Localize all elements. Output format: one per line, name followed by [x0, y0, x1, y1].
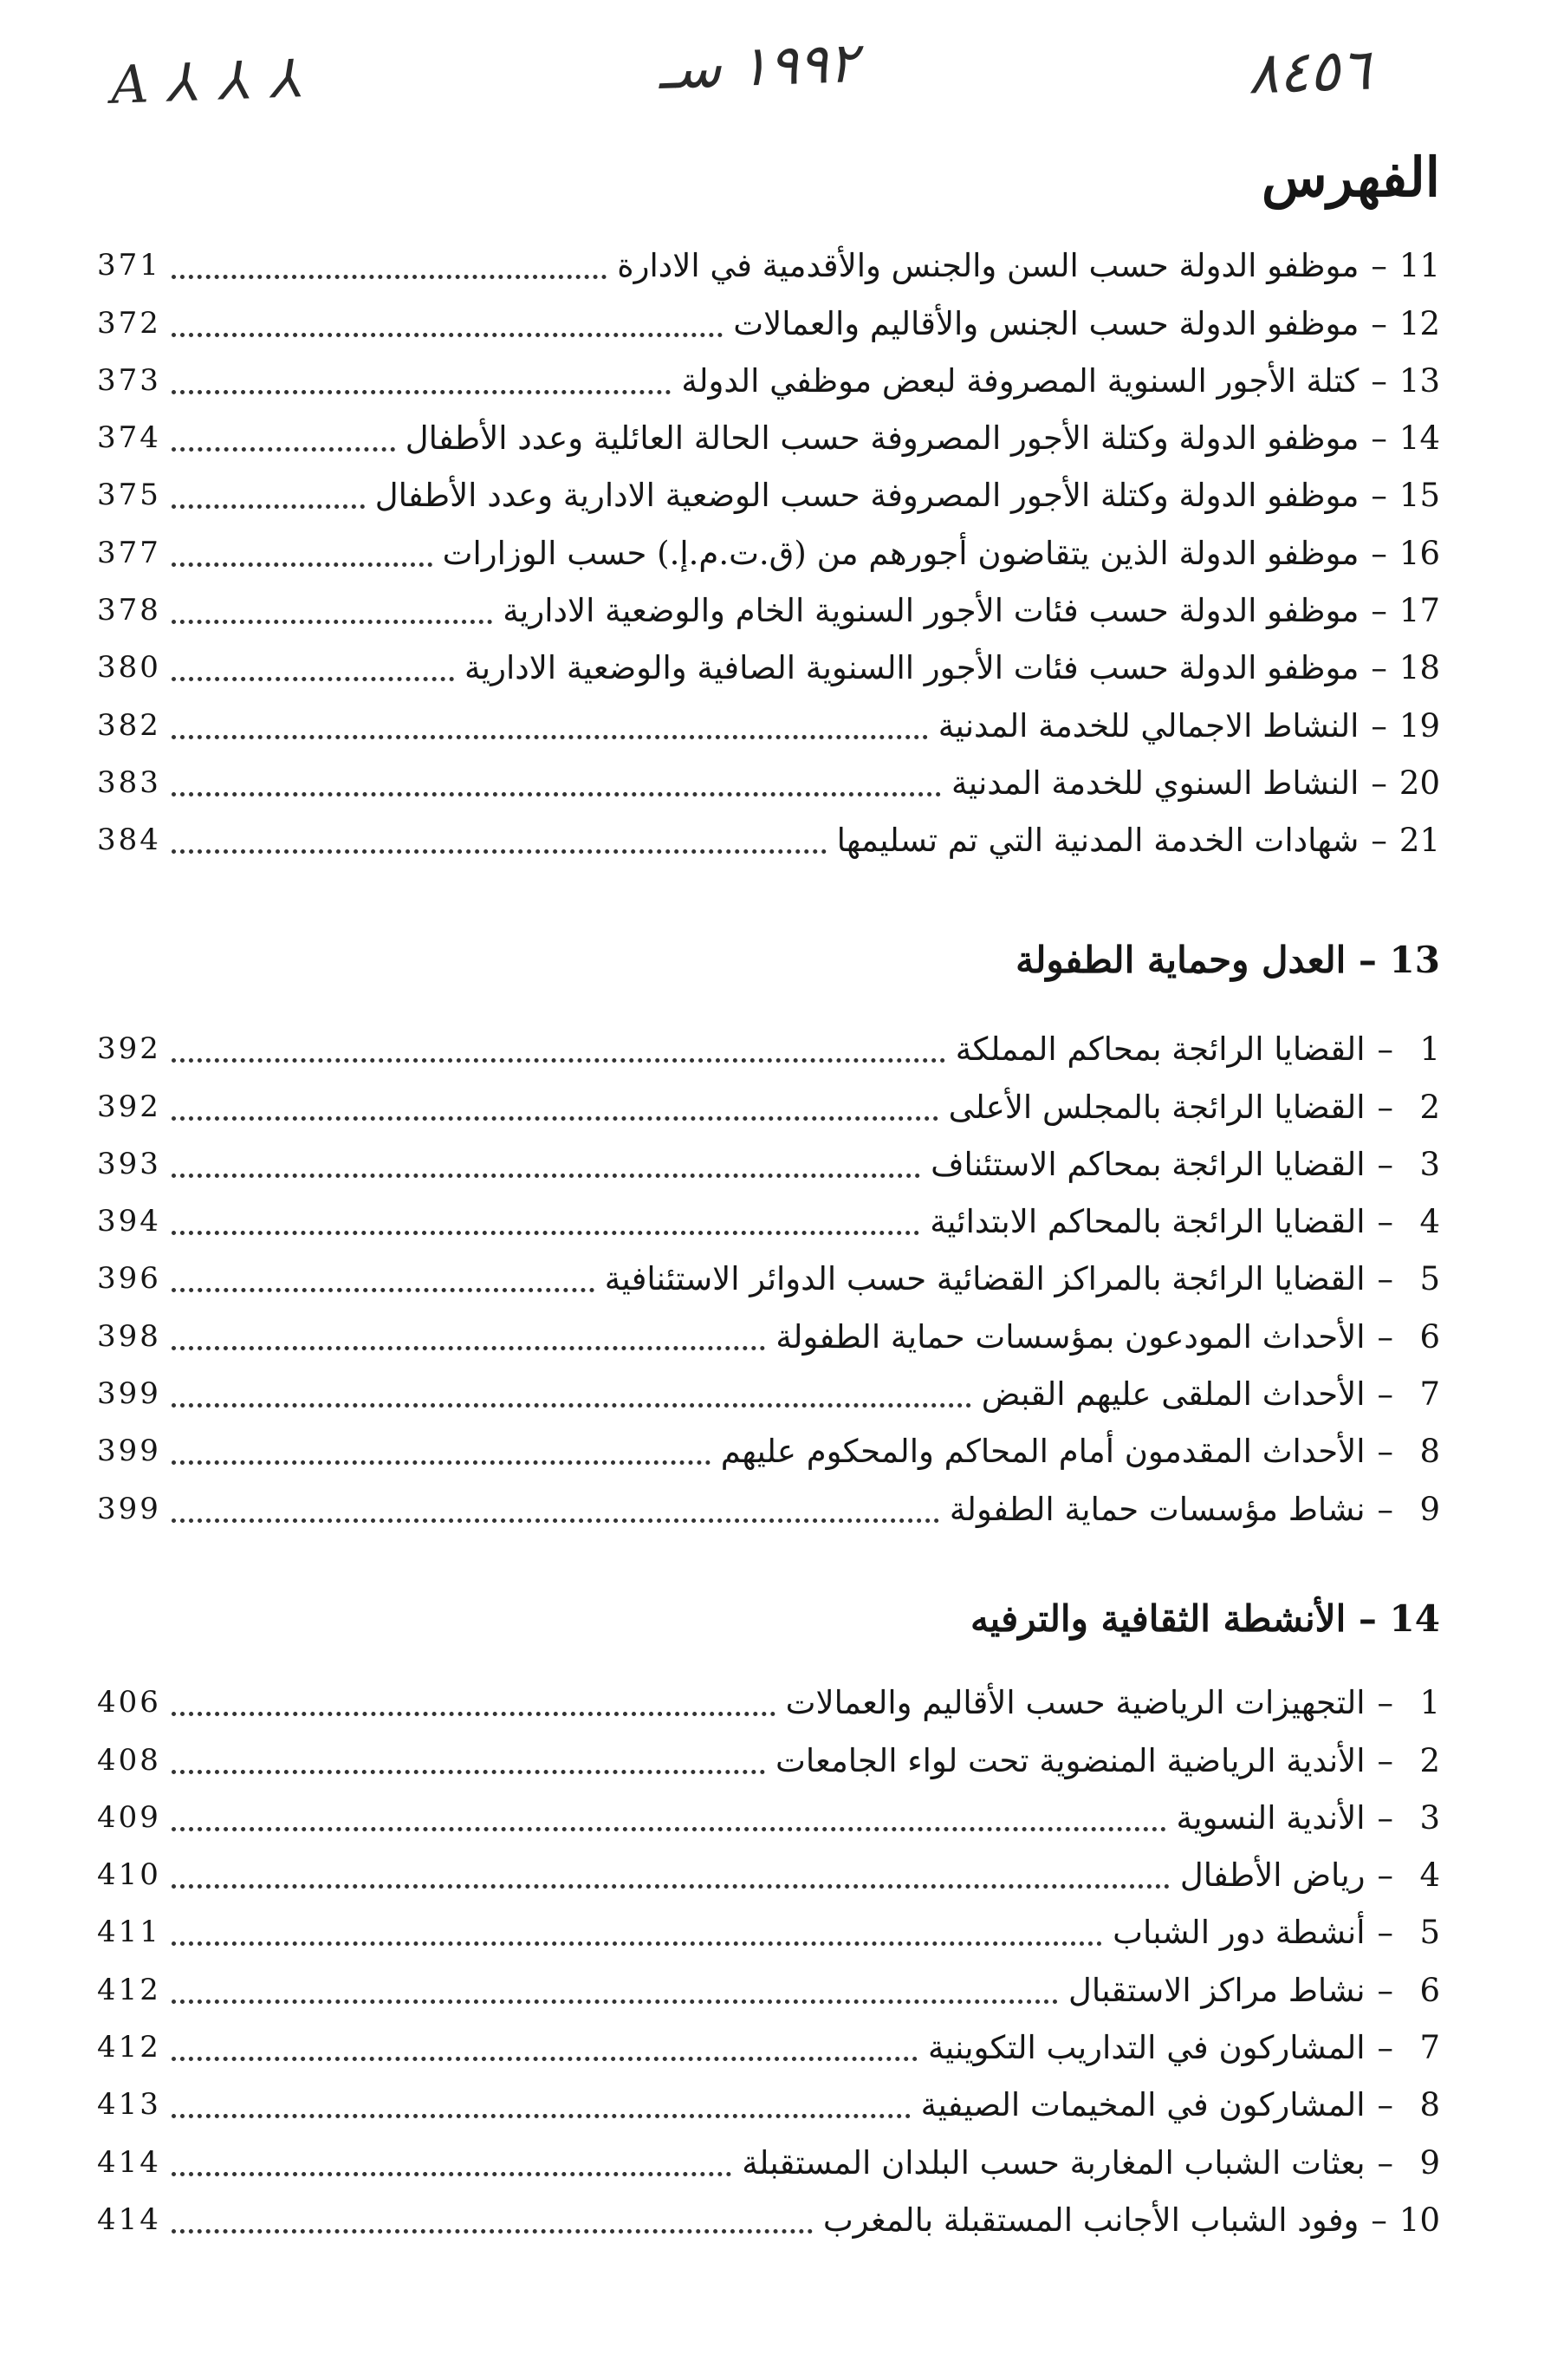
dot-leader	[172, 447, 395, 452]
dot-leader	[172, 1460, 711, 1465]
toc-entry-page: 380	[97, 650, 161, 686]
toc-entry-number: 5	[1419, 1914, 1440, 1952]
toc-entry-page: 399	[97, 1376, 161, 1412]
toc-entry[interactable]	[0, 1845, 1551, 1902]
toc-entry-label	[956, 1031, 1440, 1068]
dot-leader	[172, 1288, 594, 1292]
toc-entry-number: 19	[1398, 706, 1440, 745]
toc-entry-number: 17	[1398, 592, 1440, 630]
toc-entry-page: 414	[97, 2144, 161, 2180]
dot-leader	[172, 1403, 971, 1408]
toc-entry-page: 373	[97, 362, 161, 398]
dot-leader	[172, 2114, 911, 2118]
toc-entry-number: 1	[1419, 1031, 1440, 1069]
dot-leader	[172, 275, 607, 279]
toc-entry-dash: –	[1371, 477, 1387, 515]
toc-entry-text: موظفو الدولة وكتلة الأجور المصروفة حسب الوضعية الادارية وعدد الأطفال	[374, 477, 1360, 515]
toc-entry-dash: –	[1377, 1203, 1393, 1241]
toc-entry-text: نشاط مؤسسات حماية الطفولة	[949, 1490, 1366, 1528]
toc-entry-number: 7	[1419, 2029, 1440, 2067]
toc-entry[interactable]	[0, 523, 1551, 580]
toc-entry-dash: –	[1371, 764, 1387, 802]
toc-entry-page: 413	[97, 2087, 161, 2123]
toc-entry-text: شهادات الخدمة المدنية التي تم تسليمها	[836, 822, 1360, 860]
toc-entry[interactable]	[0, 1730, 1551, 1787]
toc-entry-dash: –	[1377, 1914, 1393, 1952]
toc-entry-text: نشاط مراكز الاستقبال	[1068, 1971, 1366, 2009]
toc-entry[interactable]	[0, 465, 1551, 523]
toc-entry-dash: –	[1377, 1375, 1393, 1414]
toc-entry-label	[982, 1375, 1440, 1413]
toc-entry-text: موظفو الدولة حسب الجنس والأقاليم والعمالات	[733, 304, 1360, 342]
dot-leader	[172, 2229, 813, 2234]
dot-leader	[172, 1827, 1166, 1831]
dot-leader	[172, 1346, 765, 1350]
toc-entry-text: الأحداث المودعون بمؤسسات حماية الطفولة	[776, 1317, 1366, 1356]
dot-leader	[172, 504, 365, 509]
toc-entry[interactable]	[0, 1788, 1551, 1845]
dot-leader	[172, 1174, 920, 1178]
toc-entry[interactable]	[0, 2190, 1551, 2247]
toc-entry-label	[938, 707, 1440, 745]
toc-entry[interactable]	[0, 638, 1551, 695]
toc-entry-text: النشاط السنوي للخدمة المدنية	[951, 764, 1360, 802]
toc-entry-dash: –	[1371, 649, 1387, 687]
dot-leader	[172, 1116, 938, 1121]
toc-entry-label	[951, 764, 1440, 802]
toc-entry[interactable]	[0, 293, 1551, 350]
toc-list-section-14	[0, 1673, 1551, 2247]
toc-entry[interactable]	[0, 351, 1551, 408]
toc-entry-number: 6	[1419, 1971, 1440, 2009]
toc-entry-page: 377	[97, 535, 161, 570]
dot-leader	[172, 677, 454, 681]
toc-entry[interactable]	[0, 810, 1551, 868]
toc-entry-label	[837, 822, 1440, 859]
toc-entry-number: 21	[1398, 822, 1440, 860]
toc-entry-number: 16	[1398, 534, 1440, 572]
toc-entry-dash: –	[1371, 361, 1387, 400]
toc-entry-text: موظفو الدولة وكتلة الأجور المصروفة حسب الحالة العائلية وعدد الأطفال	[405, 419, 1360, 458]
toc-entry-number: 7	[1419, 1375, 1440, 1414]
handwritten-note-center: ١٩٩٢ سـ	[657, 31, 860, 102]
toc-entry-number: 9	[1419, 2143, 1440, 2182]
toc-entry-label	[1068, 1972, 1440, 2009]
toc-entry-text: المشاركون في المخيمات الصيفية	[920, 2086, 1366, 2124]
toc-entry-text: التجهيزات الرياضية حسب الأقاليم والعمالات	[785, 1684, 1366, 1722]
toc-entry-page: 393	[97, 1146, 161, 1181]
toc-entry[interactable]	[0, 1135, 1551, 1192]
dot-leader	[172, 792, 941, 797]
toc-entry-label	[930, 1203, 1440, 1240]
toc-entry-label	[733, 305, 1440, 342]
toc-entry-number: 4	[1419, 1857, 1440, 1895]
toc-entry-dash: –	[1371, 304, 1387, 342]
dot-leader	[172, 2057, 918, 2061]
toc-entry-page: 399	[97, 1434, 161, 1469]
toc-entry-dash: –	[1377, 1798, 1393, 1837]
toc-entry-number: 11	[1398, 247, 1440, 285]
toc-entry-label	[1113, 1914, 1440, 1951]
toc-entry-number: 2	[1419, 1088, 1440, 1126]
toc-entry[interactable]	[0, 1192, 1551, 1249]
toc-entry-text: الأحداث الملقى عليهم القبض	[981, 1375, 1366, 1414]
toc-entry-text: القضايا الرائجة بمحاكم المملكة	[955, 1031, 1366, 1069]
dot-leader	[172, 1884, 1170, 1889]
toc-entry-dash: –	[1371, 592, 1387, 630]
toc-entry-page: 392	[97, 1031, 161, 1067]
toc-entry-number: 15	[1398, 477, 1440, 515]
toc-entry-page: 372	[97, 305, 161, 341]
toc-entry[interactable]	[0, 753, 1551, 810]
toc-entry-dash: –	[1371, 247, 1387, 285]
toc-entry-number: 12	[1398, 304, 1440, 342]
toc-entry-label	[949, 1089, 1440, 1126]
toc-entry-dash: –	[1377, 1971, 1393, 2009]
toc-entry-page: 374	[97, 420, 161, 456]
toc-entry-text: المشاركون في التداريب التكوينية	[928, 2029, 1366, 2067]
toc-entry-page: 375	[97, 478, 161, 513]
toc-entry[interactable]	[0, 2132, 1551, 2189]
toc-entry-dash: –	[1371, 706, 1387, 745]
toc-entry-page: 410	[97, 1857, 161, 1893]
toc-entry-text: الأندية النسوية	[1176, 1798, 1366, 1837]
toc-entry-dash: –	[1377, 1490, 1393, 1528]
toc-list-section-12	[0, 236, 1551, 868]
dot-leader	[172, 735, 928, 739]
toc-entry-page: 378	[97, 593, 161, 628]
toc-entry-label	[681, 362, 1440, 400]
toc-entry[interactable]	[0, 1479, 1551, 1536]
toc-entry[interactable]	[0, 1019, 1551, 1076]
toc-entry-number: 8	[1419, 2086, 1440, 2124]
toc-entry-number: 9	[1419, 1490, 1440, 1528]
toc-entry-label	[1177, 1799, 1440, 1837]
toc-entry-number: 4	[1419, 1203, 1440, 1241]
toc-entry-dash: –	[1377, 1088, 1393, 1126]
toc-entry-dash: –	[1377, 1741, 1393, 1779]
toc-entry-label	[1180, 1857, 1440, 1894]
toc-entry-number: 8	[1419, 1433, 1440, 1471]
toc-entry-text: كتلة الأجور السنوية المصروفة لبعض موظفي الدولة	[681, 361, 1360, 400]
toc-entry-label	[823, 2201, 1440, 2239]
toc-entry-label	[617, 247, 1440, 284]
toc-entry-page: 398	[97, 1318, 161, 1354]
toc-entry-text: القضايا الرائجة بالمراكز القضائية حسب الدوائر الاستئنافية	[604, 1260, 1366, 1298]
toc-entry-page: 411	[97, 1915, 161, 1950]
toc-entry-page: 408	[97, 1742, 161, 1778]
toc-entry[interactable]	[0, 1421, 1551, 1479]
toc-entry-label	[721, 1433, 1440, 1470]
toc-entry-page: 384	[97, 823, 161, 858]
toc-entry-dash: –	[1377, 1031, 1393, 1069]
toc-entry-dash: –	[1377, 2086, 1393, 2124]
toc-entry-dash: –	[1377, 2143, 1393, 2182]
toc-entry-label	[503, 592, 1440, 629]
toc-entry[interactable]	[0, 695, 1551, 752]
toc-entry-text: القضايا الرائجة بمحاكم الاستئناف	[931, 1145, 1366, 1183]
toc-entry-label	[931, 1146, 1440, 1183]
toc-entry[interactable]	[0, 1960, 1551, 2017]
toc-entry[interactable]	[0, 1076, 1551, 1134]
toc-entry-label	[921, 2086, 1440, 2123]
toc-entry-number: 6	[1419, 1317, 1440, 1356]
toc-entry-number: 10	[1398, 2201, 1440, 2239]
toc-entry-text: القضايا الرائجة بالمجلس الأعلى	[948, 1088, 1366, 1126]
toc-entry-text: النشاط الاجمالي للخدمة المدنية	[938, 706, 1360, 745]
dot-leader	[172, 1518, 939, 1523]
toc-entry-page: 382	[97, 707, 161, 743]
toc-entry-label	[605, 1260, 1440, 1297]
toc-entry-dash: –	[1371, 822, 1387, 860]
toc-entry-page: 409	[97, 1799, 161, 1835]
toc-entry-page: 392	[97, 1089, 161, 1124]
toc-entry-label	[928, 2029, 1440, 2066]
toc-entry-label	[950, 1491, 1440, 1528]
toc-entry-label	[742, 2144, 1440, 2182]
toc-entry-page: 383	[97, 764, 161, 800]
toc-list-section-13	[0, 1019, 1551, 1537]
toc-entry[interactable]	[0, 1673, 1551, 1730]
toc-entry-label	[776, 1742, 1440, 1779]
toc-entry-text: موظفو الدولة حسب فئات الأجور االسنوية الصافية والوضعية الادارية	[464, 649, 1360, 687]
toc-entry-label	[776, 1318, 1440, 1356]
dot-leader	[172, 1941, 1102, 1946]
toc-entry-page: 396	[97, 1261, 161, 1297]
toc-entry-text: موظفو الدولة حسب فئات الأجور السنوية الخام والوضعية الادارية	[503, 592, 1360, 630]
toc-entry-dash: –	[1377, 1857, 1393, 1895]
toc-entry-number: 3	[1419, 1798, 1440, 1837]
toc-entry-label	[443, 535, 1440, 572]
toc-entry-dash: –	[1377, 1684, 1393, 1722]
toc-entry-number: 20	[1398, 764, 1440, 802]
toc-entry-text: أنشطة دور الشباب	[1113, 1914, 1366, 1952]
toc-entry-dash: –	[1377, 1260, 1393, 1298]
toc-entry-page: 371	[97, 248, 161, 283]
toc-entry-label	[375, 477, 1440, 514]
toc-entry-label	[786, 1684, 1440, 1721]
dot-leader	[172, 1712, 776, 1716]
dot-leader	[172, 1231, 919, 1235]
toc-entry-text: وفود الشباب الأجانب المستقبلة بالمغرب	[822, 2201, 1360, 2239]
toc-entry-dash: –	[1377, 1145, 1393, 1183]
toc-entry-text: بعثات الشباب المغاربة حسب البلدان المستقبلة	[742, 2143, 1366, 2182]
toc-entry-number: 18	[1398, 649, 1440, 687]
toc-entry[interactable]	[0, 1364, 1551, 1421]
toc-entry-text: موظفو الدولة الذين يتقاضون أجورهم من (ق.ت.م.إ.) حسب الوزارات	[442, 534, 1360, 572]
handwritten-note-left: A ⅄ ⅄ ⅄	[109, 49, 307, 116]
toc-entry-page: 394	[97, 1204, 161, 1239]
toc-entry-dash: –	[1377, 1433, 1393, 1471]
dot-leader	[172, 390, 671, 394]
toc-entry-dash: –	[1377, 2029, 1393, 2067]
toc-entry-page: 412	[97, 1972, 161, 2007]
toc-entry-number: 1	[1419, 1684, 1440, 1722]
toc-entry-text: الأحداث المقدمون أمام المحاكم والمحكوم عليهم	[720, 1433, 1366, 1471]
section-heading-13: 13 – العدل وحماية الطفولة	[1016, 939, 1440, 981]
dot-leader	[172, 1058, 945, 1063]
toc-entry-dash: –	[1371, 2201, 1387, 2239]
dot-leader	[172, 333, 723, 337]
toc-entry-dash: –	[1371, 419, 1387, 458]
dot-leader	[172, 620, 492, 624]
toc-entry-number: 13	[1398, 361, 1440, 400]
dot-leader	[172, 2000, 1058, 2004]
dot-leader	[172, 1770, 765, 1774]
toc-entry-number: 3	[1419, 1145, 1440, 1183]
page-title: الفهرس	[1262, 146, 1440, 209]
toc-entry-number: 14	[1398, 419, 1440, 458]
toc-entry-text: الأندية الرياضية المنضوية تحت لواء الجامعات	[775, 1741, 1366, 1779]
dot-leader	[172, 2172, 731, 2176]
handwritten-note-right: ٨٤٥٦	[1246, 36, 1373, 107]
toc-entry-dash: –	[1371, 534, 1387, 572]
toc-entry[interactable]	[0, 2075, 1551, 2132]
dot-leader	[172, 849, 827, 854]
toc-entry-label	[406, 419, 1440, 457]
toc-entry[interactable]	[0, 1902, 1551, 1960]
section-heading-14: 14 – الأنشطة الثقافية والترفيه	[970, 1597, 1440, 1640]
toc-entry-page: 414	[97, 2201, 161, 2237]
toc-entry[interactable]	[0, 236, 1551, 293]
toc-entry[interactable]	[0, 2018, 1551, 2075]
toc-entry-text: موظفو الدولة حسب السن والجنس والأقدمية في الادارة	[617, 247, 1360, 285]
dot-leader	[172, 562, 432, 567]
toc-entry-dash: –	[1377, 1317, 1393, 1356]
toc-entry[interactable]	[0, 1249, 1551, 1306]
toc-entry[interactable]	[0, 1306, 1551, 1363]
toc-entry-label	[464, 649, 1440, 686]
toc-entry-number: 2	[1419, 1741, 1440, 1779]
toc-entry[interactable]	[0, 581, 1551, 638]
toc-entry-number: 5	[1419, 1260, 1440, 1298]
toc-entry[interactable]	[0, 408, 1551, 465]
toc-entry-text: القضايا الرائجة بالمحاكم الابتدائية	[930, 1203, 1366, 1241]
toc-entry-page: 399	[97, 1491, 161, 1526]
toc-entry-text: رياض الأطفال	[1179, 1857, 1366, 1895]
toc-entry-page: 406	[97, 1685, 161, 1720]
toc-entry-page: 412	[97, 2030, 161, 2065]
